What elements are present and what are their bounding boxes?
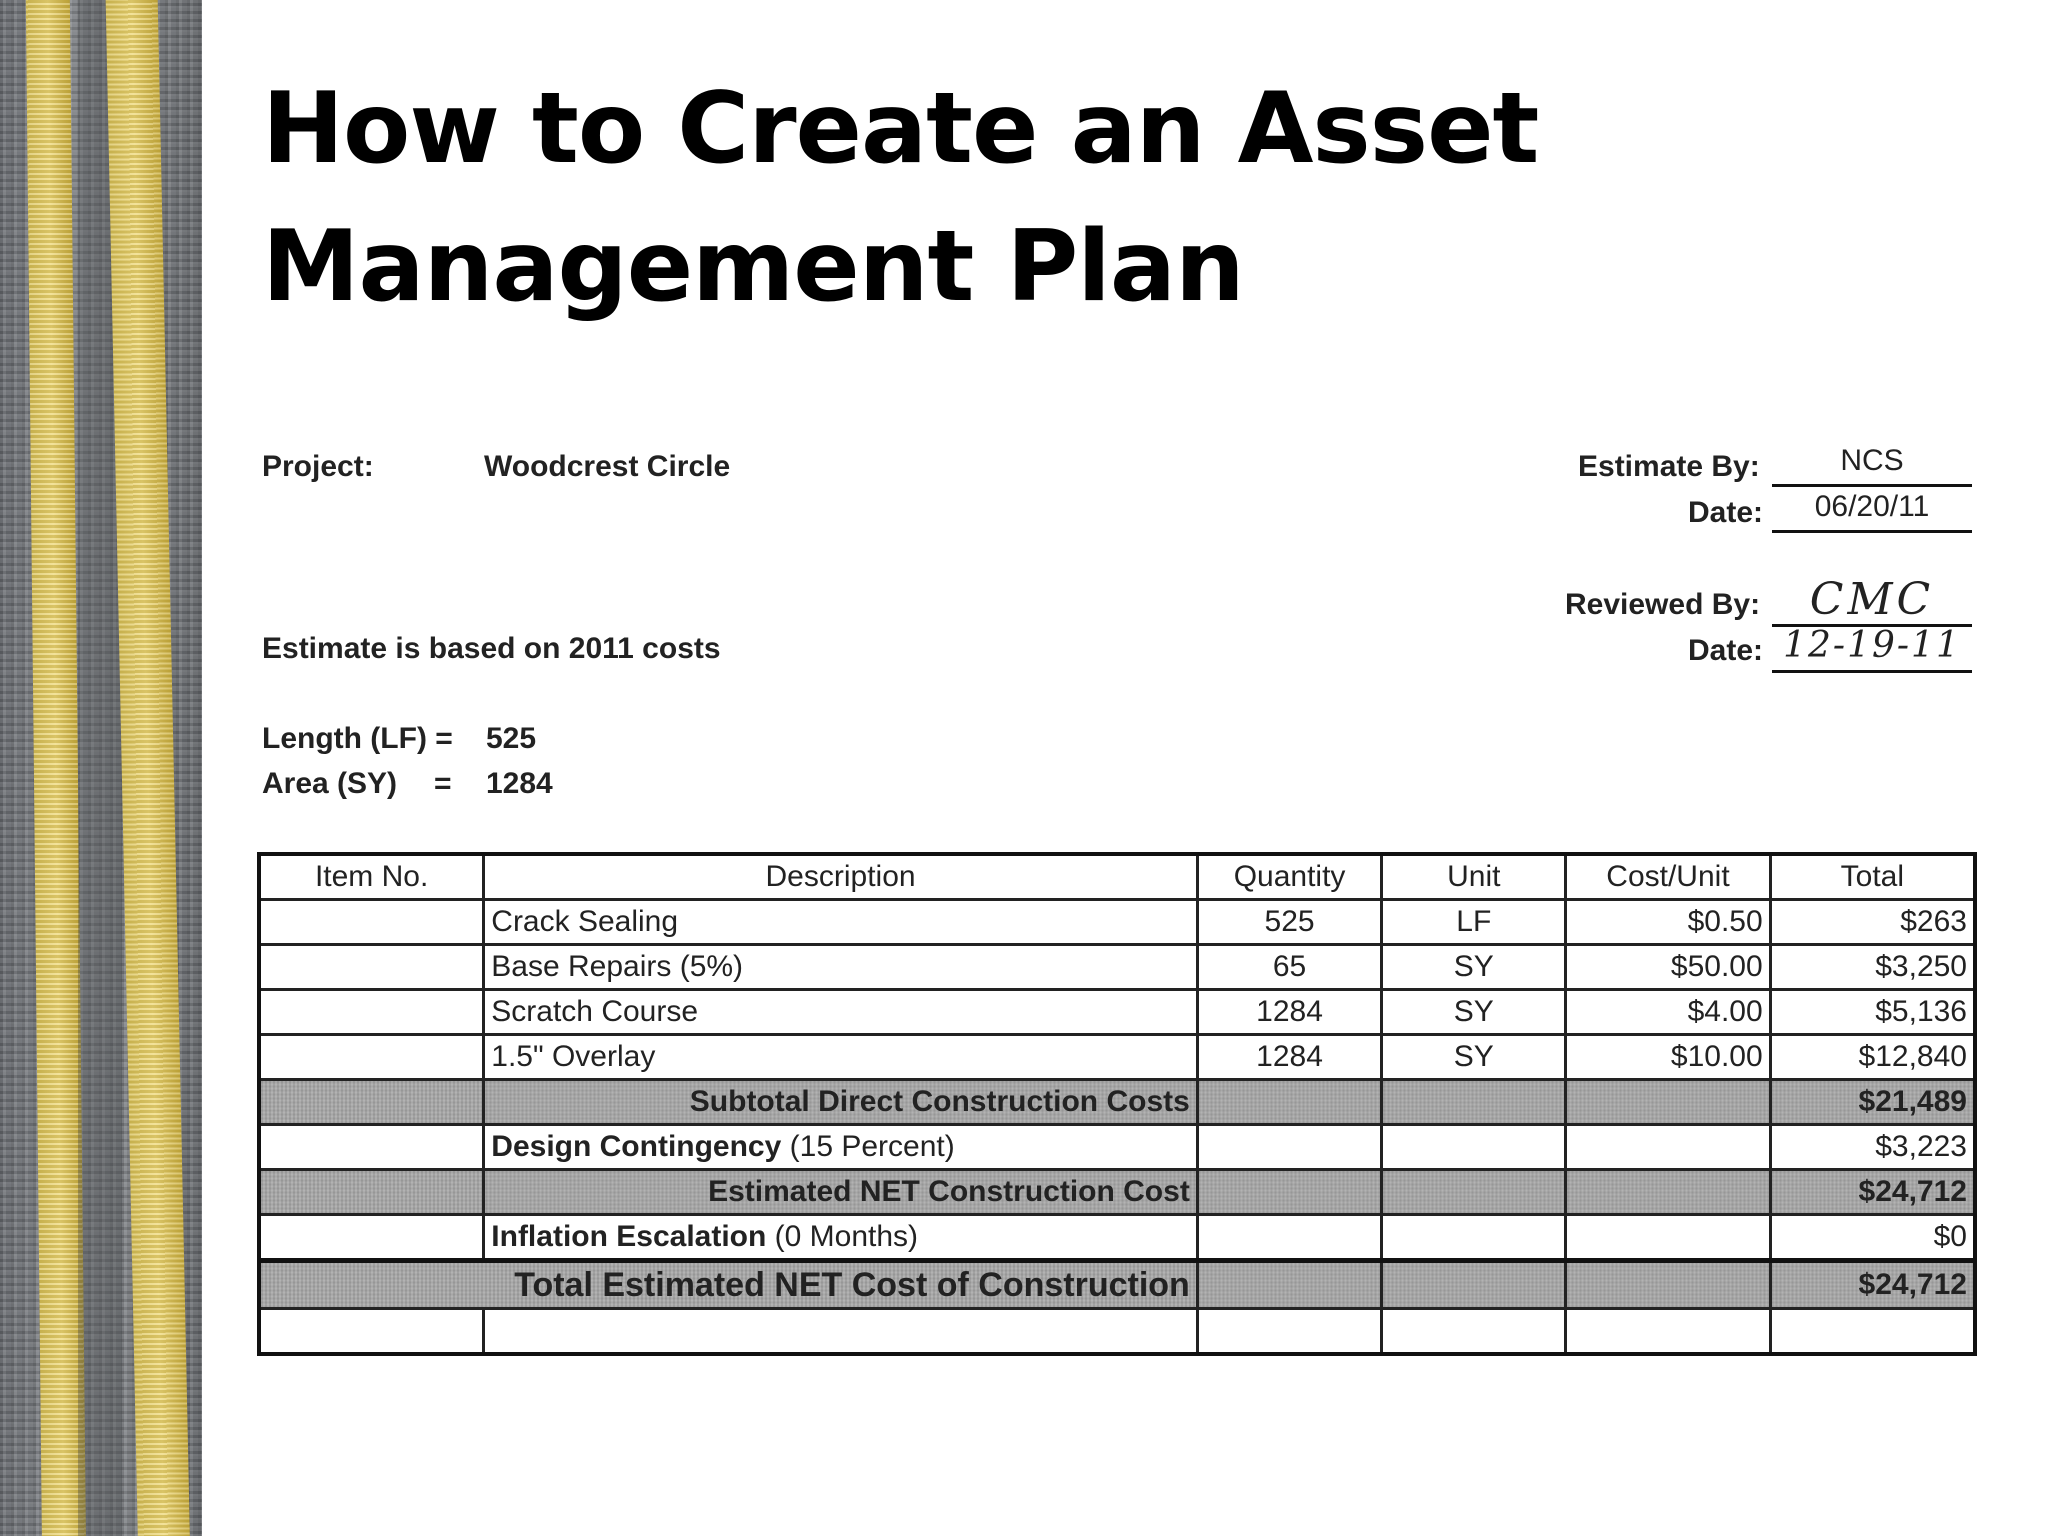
grand-unit-cell [1382, 1261, 1566, 1309]
total-cell: $12,840 [1770, 1035, 1975, 1080]
table-row [259, 990, 1975, 1035]
cost-estimate-table [257, 852, 1977, 1356]
inflation-label-bold: Inflation Escalation [491, 1220, 767, 1253]
reviewed-by-signature: CMC [1772, 580, 1972, 627]
slide-title-line1: How to Create an Asset [262, 72, 1539, 186]
inflation-cost-cell [1566, 1215, 1770, 1261]
slide-title-line2: Management Plan [262, 210, 1244, 324]
item-cell [259, 945, 484, 990]
item-cell [259, 900, 484, 945]
grand-total-value: $24,712 [1770, 1261, 1975, 1309]
contingency-value: $3,223 [1770, 1125, 1975, 1170]
subtotal-item-cell [259, 1080, 484, 1125]
reviewed-by-label: Reviewed By: [1565, 588, 1761, 621]
total-cell: $3,250 [1770, 945, 1975, 990]
net-quantity-cell [1197, 1170, 1381, 1215]
blank-cell [1770, 1309, 1975, 1355]
header-quantity: Quantity [1197, 854, 1381, 900]
unit-cell: LF [1382, 900, 1566, 945]
cost-unit-cell: $10.00 [1566, 1035, 1770, 1080]
unit-cell: SY [1382, 945, 1566, 990]
blank-cell [1566, 1309, 1770, 1355]
area-value: 1284 [486, 767, 553, 800]
contingency-quantity-cell [1197, 1125, 1381, 1170]
header-cost-unit: Cost/Unit [1566, 854, 1770, 900]
subtotal-value: $21,489 [1770, 1080, 1975, 1125]
blank-cell [1197, 1309, 1381, 1355]
description-cell: Crack Sealing [484, 900, 1198, 945]
subtotal-quantity-cell [1197, 1080, 1381, 1125]
date-label: Date: [1688, 496, 1764, 529]
grand-cost-cell [1566, 1261, 1770, 1309]
net-cost-row [259, 1170, 1975, 1215]
cost-unit-cell: $0.50 [1566, 900, 1770, 945]
unit-cell: SY [1382, 1035, 1566, 1080]
grand-quantity-cell [1197, 1261, 1381, 1309]
area-equals: = [434, 767, 452, 800]
blank-cell [1382, 1309, 1566, 1355]
table-header-row [259, 854, 1975, 900]
area-label: Area (SY) [262, 767, 398, 800]
inflation-label [484, 1215, 1198, 1261]
estimate-by-label: Estimate By: [1578, 450, 1760, 483]
table-row [259, 945, 1975, 990]
review-date-label: Date: [1688, 634, 1764, 667]
description-cell: Scratch Course [484, 990, 1198, 1035]
blank-row [259, 1309, 1975, 1355]
contingency-label [484, 1125, 1198, 1170]
contingency-label-bold: Design Contingency [491, 1130, 782, 1163]
contingency-cost-cell [1566, 1125, 1770, 1170]
subtotal-cost-cell [1566, 1080, 1770, 1125]
item-cell [259, 990, 484, 1035]
description-cell: 1.5" Overlay [484, 1035, 1198, 1080]
project-value: Woodcrest Circle [484, 450, 731, 483]
contingency-item-cell [259, 1125, 484, 1170]
cost-unit-cell: $4.00 [1566, 990, 1770, 1035]
grand-total-row [259, 1261, 1975, 1309]
inflation-value: $0 [1770, 1215, 1975, 1261]
estimate-by-value: NCS [1772, 440, 1972, 487]
contingency-row [259, 1125, 1975, 1170]
total-cell: $5,136 [1770, 990, 1975, 1035]
net-cost-value: $24,712 [1770, 1170, 1975, 1215]
subtotal-row [259, 1080, 1975, 1125]
net-cost-label: Estimated NET Construction Cost [484, 1170, 1198, 1215]
total-cell: $263 [1770, 900, 1975, 945]
contingency-unit-cell [1382, 1125, 1566, 1170]
length-label: Length (LF) = [262, 722, 453, 755]
subtotal-label: Subtotal Direct Construction Costs [484, 1080, 1198, 1125]
quantity-cell: 1284 [1197, 1035, 1381, 1080]
inflation-unit-cell [1382, 1215, 1566, 1261]
contingency-label-rest: (15 Percent) [781, 1130, 955, 1163]
unit-cell: SY [1382, 990, 1566, 1035]
length-value: 525 [486, 722, 537, 755]
table-row [259, 1035, 1975, 1080]
net-cost-unit-cell [1566, 1170, 1770, 1215]
date-value: 06/20/11 [1772, 486, 1972, 533]
header-unit: Unit [1382, 854, 1566, 900]
blank-cell [259, 1309, 484, 1355]
header-description: Description [484, 854, 1198, 900]
header-item-no: Item No. [259, 854, 484, 900]
quantity-cell: 65 [1197, 945, 1381, 990]
net-unit-cell [1382, 1170, 1566, 1215]
item-cell [259, 1035, 484, 1080]
blank-cell [484, 1309, 1198, 1355]
inflation-item-cell [259, 1215, 484, 1261]
inflation-quantity-cell [1197, 1215, 1381, 1261]
inflation-row [259, 1215, 1975, 1261]
quantity-cell: 1284 [1197, 990, 1381, 1035]
description-cell: Base Repairs (5%) [484, 945, 1198, 990]
header-total: Total [1770, 854, 1975, 900]
review-date-handwritten: 12-19-11 [1772, 626, 1972, 673]
net-item-cell [259, 1170, 484, 1215]
subtotal-unit-cell [1382, 1080, 1566, 1125]
basis-note: Estimate is based on 2011 costs [262, 632, 721, 665]
grand-total-label: Total Estimated NET Cost of Construction [259, 1261, 1197, 1309]
cost-unit-cell: $50.00 [1566, 945, 1770, 990]
project-label: Project: [262, 450, 374, 483]
inflation-label-rest: (0 Months) [766, 1220, 919, 1253]
table-row [259, 900, 1975, 945]
quantity-cell: 525 [1197, 900, 1381, 945]
